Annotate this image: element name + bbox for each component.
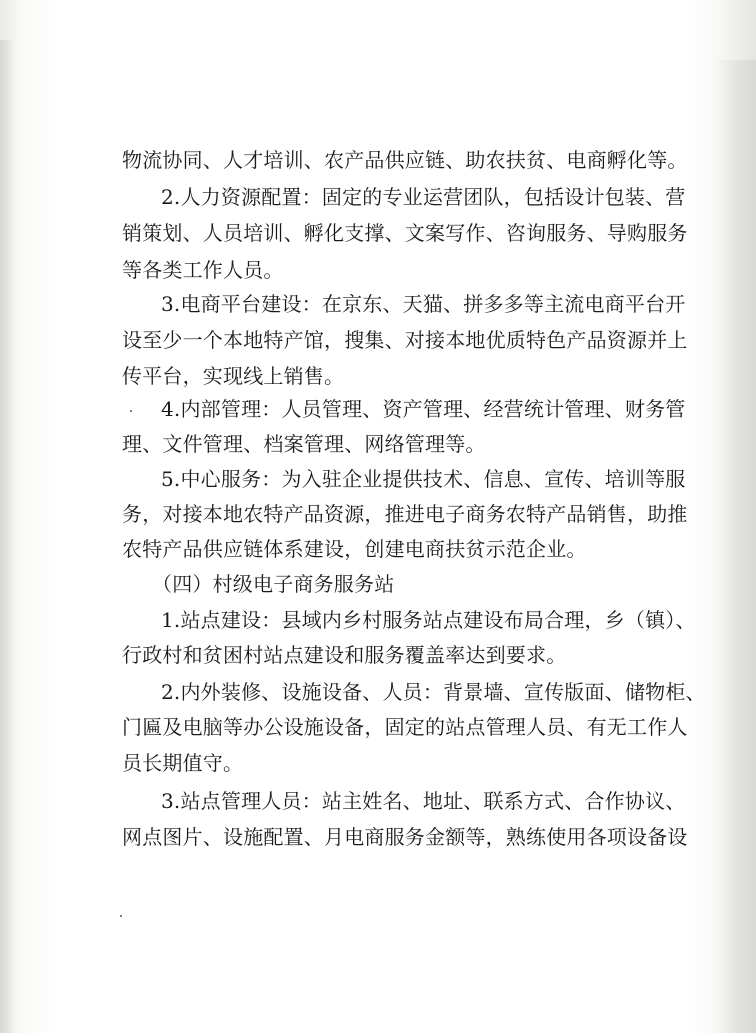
text-line-14: 1.站点建设：县域内乡村服务站点建设布局合理，乡（镇）、 (161, 608, 696, 632)
text-line-9: 理、文件管理、档案管理、网络管理等。 (122, 432, 486, 456)
text-line-12: 农特产品供应链体系建设，创建电商扶贫示范企业。 (122, 537, 587, 561)
page-right-shadow (716, 60, 756, 1033)
text-line-19: 3.站点管理人员：站主姓名、地址、联系方式、合作协议、 (161, 789, 686, 813)
scan-speck (130, 410, 132, 412)
text-line-20: 网点图片、设施配置、月电商服务金额等，熟练使用各项设备设 (122, 825, 688, 849)
text-line-2: 2.人力资源配置：固定的专业运营团队，包括设计包装、营 (161, 185, 686, 209)
scan-speck (120, 915, 122, 917)
page-left-shadow (0, 40, 14, 1033)
text-line-8: 4.内部管理：人员管理、资产管理、经营统计管理、财务管 (161, 397, 686, 421)
text-line-4: 等各类工作人员。 (122, 258, 284, 282)
text-line-17: 门匾及电脑等办公设施设备，固定的站点管理人员、有无工作人 (122, 715, 688, 739)
text-line-15: 行政村和贫困村站点建设和服务覆盖率达到要求。 (122, 643, 567, 667)
text-line-18: 员长期值守。 (122, 751, 244, 775)
text-line-11: 务，对接本地农特产品资源，推进电子商务农特产品销售，助推 (122, 502, 688, 526)
text-line-7: 传平台，实现线上销售。 (122, 364, 345, 388)
text-line-3: 销策划、人员培训、孵化支撑、文案写作、咨询服务、导购服务 (122, 221, 688, 245)
text-line-6: 设至少一个本地特产馆，搜集、对接本地优质特色产品资源并上 (122, 328, 688, 352)
text-line-1: 物流协同、人才培训、农产品供应链、助农扶贫、电商孵化等。 (122, 148, 688, 172)
text-line-16: 2.内外装修、设施设备、人员：背景墙、宣传版面、储物柜、 (161, 680, 706, 704)
section-heading: （四）村级电子商务服务站 (152, 572, 395, 596)
text-line-10: 5.中心服务：为入驻企业提供技术、信息、宣传、培训等服 (161, 467, 686, 491)
text-line-5: 3.电商平台建设：在京东、天猫、拼多多等主流电商平台开 (161, 292, 686, 316)
